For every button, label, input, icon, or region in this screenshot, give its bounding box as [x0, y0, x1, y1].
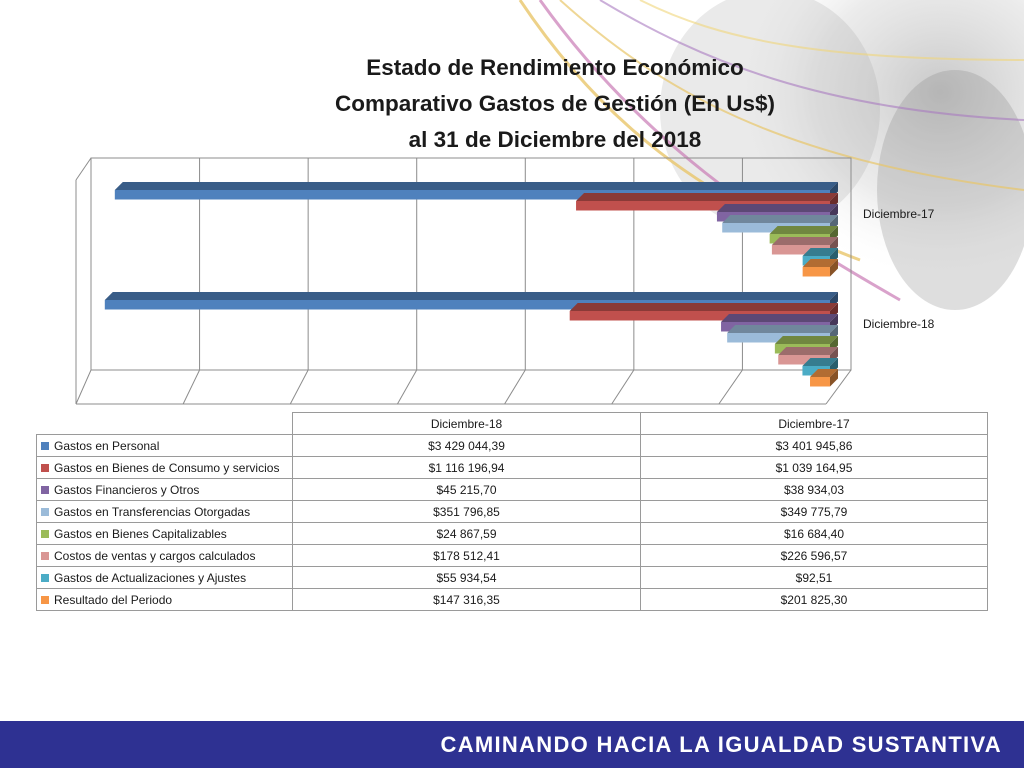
table-row — [37, 479, 988, 501]
bar-top-face — [722, 215, 838, 223]
cell-dic17: $3 401 945,86 — [641, 435, 988, 457]
gridline-floor — [397, 370, 416, 404]
bar-top-face — [105, 292, 838, 300]
series-label — [37, 589, 293, 611]
cell-dic18: $351 796,85 — [293, 501, 641, 523]
series-name: Gastos en Transferencias Otorgadas — [54, 504, 251, 519]
bar-top-face — [778, 347, 838, 355]
footer-slogan: CAMINANDO HACIA LA IGUALDAD SUSTANTIVA — [440, 732, 1002, 757]
legend-swatch — [41, 552, 49, 560]
table-row — [37, 523, 988, 545]
table-header-row — [37, 413, 988, 435]
bar-top-face — [576, 193, 838, 201]
cell-dic18: $178 512,41 — [293, 545, 641, 567]
series-label — [37, 435, 293, 457]
bar-top-face — [570, 303, 838, 311]
table-corner — [37, 413, 293, 435]
cell-dic17: $38 934,03 — [641, 479, 988, 501]
legend-swatch — [41, 442, 49, 450]
series-label — [37, 545, 293, 567]
table-row — [37, 457, 988, 479]
series-name: Gastos en Bienes de Consumo y servicios — [54, 460, 280, 475]
gridline-floor — [505, 370, 526, 404]
series-name: Resultado del Periodo — [54, 592, 173, 607]
legend-swatch — [41, 464, 49, 472]
series-label — [37, 523, 293, 545]
cell-dic17: $226 596,57 — [641, 545, 988, 567]
legend-swatch — [41, 574, 49, 582]
cell-dic17: $92,51 — [641, 567, 988, 589]
bar-top-face — [772, 237, 838, 245]
gridline-floor — [290, 370, 308, 404]
table-row — [37, 501, 988, 523]
bar-top-face — [727, 325, 838, 333]
bar-resultado-del-periodo-diciembre-18 — [810, 377, 830, 387]
title-line-2: Comparativo Gastos de Gestión (En Us$) — [334, 91, 776, 116]
gridline-floor — [719, 370, 743, 404]
data-table — [36, 412, 988, 611]
footer-banner — [0, 721, 1024, 768]
table-row — [37, 567, 988, 589]
cell-dic17: $1 039 164,95 — [641, 457, 988, 479]
cell-dic17: $201 825,30 — [641, 589, 988, 611]
series-label — [37, 457, 293, 479]
series-label — [37, 567, 293, 589]
cell-dic18: $45 215,70 — [293, 479, 641, 501]
bar-top-face — [115, 182, 838, 190]
cell-dic18: $55 934,54 — [293, 567, 641, 589]
column-header-dic18: Diciembre-18 — [293, 413, 641, 435]
cell-dic17: $349 775,79 — [641, 501, 988, 523]
title-line-1: Estado de Rendimiento Económico — [366, 55, 744, 80]
series-name: Gastos Financieros y Otros — [54, 482, 200, 497]
series-name: Gastos en Bienes Capitalizables — [54, 526, 227, 541]
series-label — [37, 479, 293, 501]
category-label-diciembre-18: Diciembre-18 — [863, 317, 935, 331]
cell-dic18: $24 867,59 — [293, 523, 641, 545]
table-row — [37, 545, 988, 567]
legend-swatch — [41, 530, 49, 538]
bar-resultado-del-periodo-diciembre-17 — [803, 267, 830, 277]
bar-top-face — [717, 204, 838, 212]
cell-dic18: $3 429 044,39 — [293, 435, 641, 457]
bar-top-face — [775, 336, 838, 344]
cell-dic17: $16 684,40 — [641, 523, 988, 545]
legend-swatch — [41, 486, 49, 494]
legend-swatch — [41, 596, 49, 604]
series-label — [37, 501, 293, 523]
bar-top-face — [721, 314, 838, 322]
series-name: Costos de ventas y cargos calculados — [54, 548, 256, 563]
table-body — [37, 435, 988, 611]
table-row — [37, 435, 988, 457]
gridline-floor — [183, 370, 199, 404]
chart-edge — [76, 370, 91, 404]
cell-dic18: $1 116 196,94 — [293, 457, 641, 479]
title-line-3: al 31 de Diciembre del 2018 — [408, 127, 702, 152]
chart-edge — [76, 158, 91, 180]
gridline-floor — [612, 370, 634, 404]
cell-dic18: $147 316,35 — [293, 589, 641, 611]
category-label-diciembre-17: Diciembre-17 — [863, 207, 935, 221]
table-row — [37, 589, 988, 611]
series-name: Gastos de Actualizaciones y Ajustes — [54, 570, 247, 585]
legend-swatch — [41, 508, 49, 516]
series-name: Gastos en Personal — [54, 438, 160, 453]
column-header-dic17: Diciembre-17 — [641, 413, 988, 435]
bar-top-face — [770, 226, 838, 234]
